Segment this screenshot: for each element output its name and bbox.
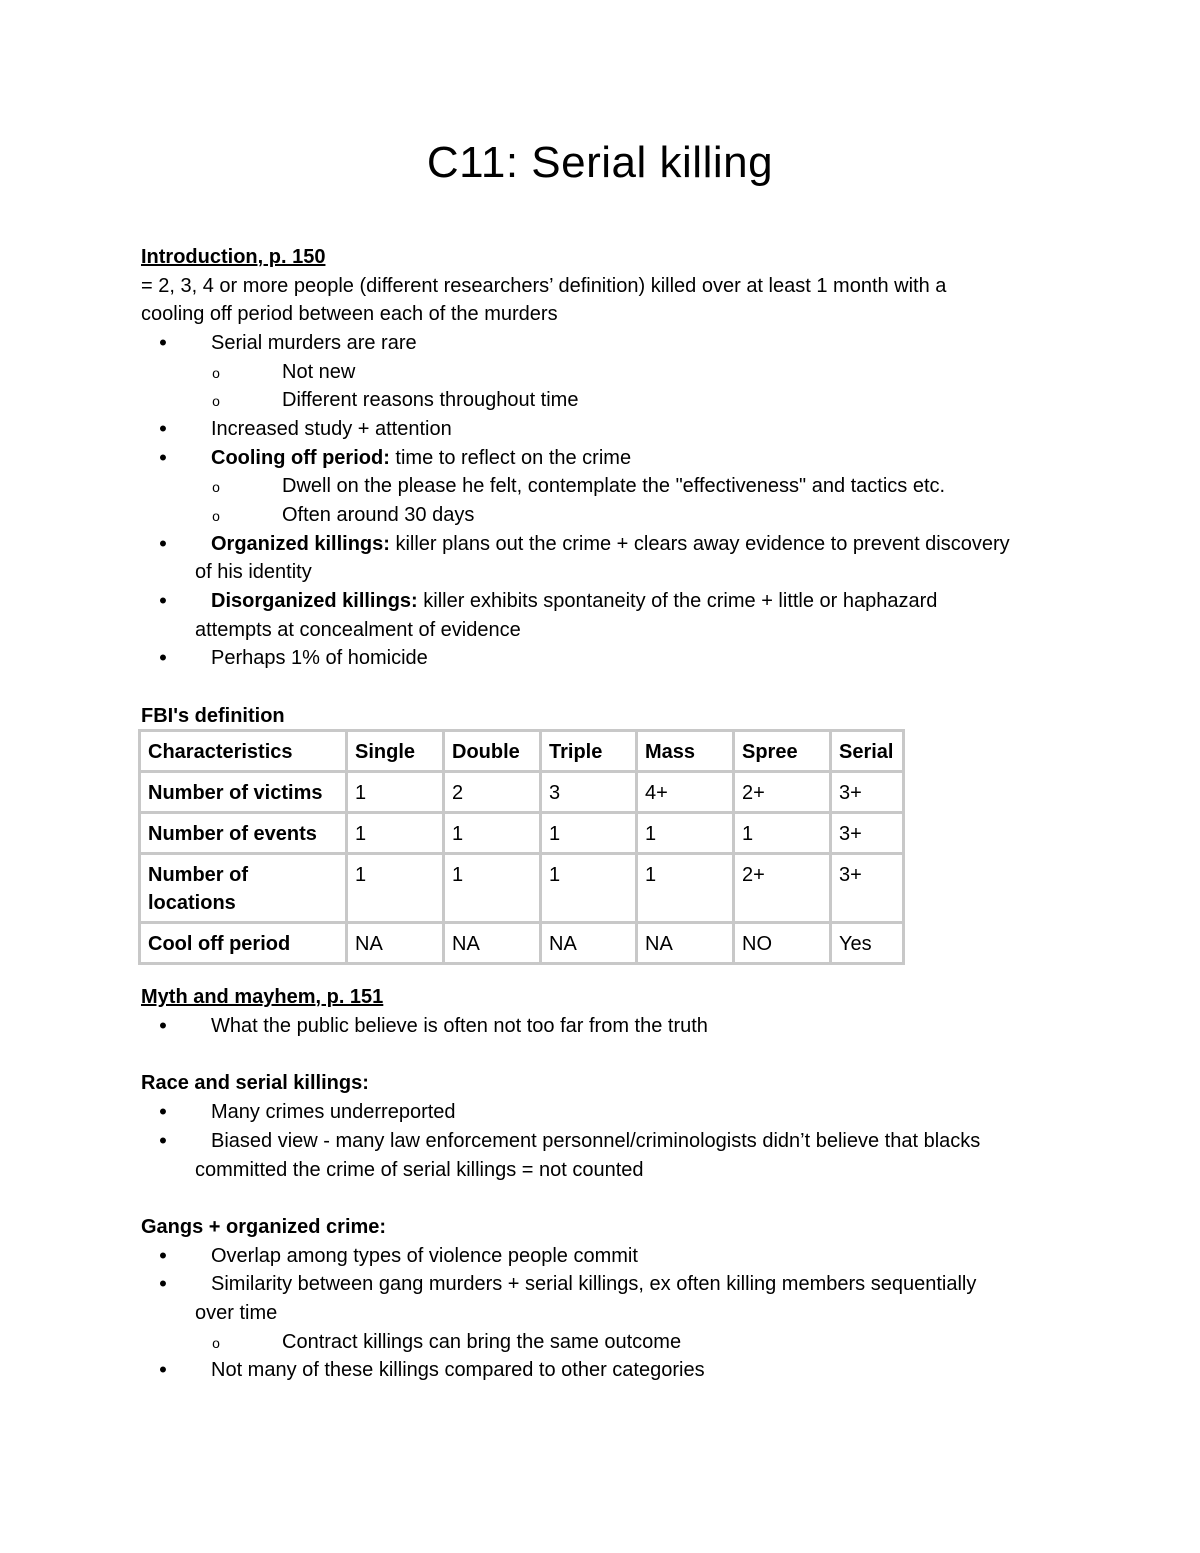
list-item-continuation: of his identity [195, 561, 312, 583]
list-item-text: Biased view - many law enforcement personnel/criminologists didn’t believe that blacks [211, 1130, 981, 1152]
table-cell: NA [637, 923, 734, 964]
bullet-icon: • [159, 1357, 167, 1382]
sub-bullet-icon: o [212, 1335, 220, 1351]
row-header: Number of events [140, 813, 347, 854]
table-row [140, 772, 904, 813]
row-header: Cool off period [140, 923, 347, 964]
list-item-text: Overlap among types of violence people commit [211, 1245, 638, 1267]
table-cell: 1 [347, 813, 444, 854]
bullet-icon: • [159, 1013, 167, 1038]
list-item-text: Often around 30 days [282, 504, 475, 526]
column-header: Double [444, 731, 541, 772]
column-header: Serial [831, 731, 904, 772]
table-cell: 1 [541, 854, 637, 923]
table-cell: NO [734, 923, 831, 964]
list-item-text: Dwell on the please he felt, contemplate the "effectiveness" and tactics etc. [282, 475, 946, 497]
bullet-icon: • [159, 416, 167, 441]
table-cell: NA [347, 923, 444, 964]
table-cell: 1 [541, 813, 637, 854]
table-cell: 2+ [734, 854, 831, 923]
table-cell: 4+ [637, 772, 734, 813]
sub-bullet-icon: o [212, 393, 220, 409]
bullet-icon: • [159, 645, 167, 670]
sub-bullet-icon: o [212, 479, 220, 495]
bullet-icon: • [159, 1271, 167, 1296]
term-label: Cooling off period: [211, 447, 390, 469]
table-cell: NA [444, 923, 541, 964]
table-cell: 2+ [734, 772, 831, 813]
list-item-continuation: committed the crime of serial killings = not counted [195, 1159, 644, 1181]
table-cell: 1 [637, 813, 734, 854]
table-cell: 1 [347, 772, 444, 813]
intro-definition-line2: cooling off period between each of the murders [141, 303, 558, 325]
list-item-text: Serial murders are rare [211, 332, 417, 354]
bullet-icon: • [159, 1128, 167, 1153]
table-cell: NA [541, 923, 637, 964]
row-header [140, 854, 347, 923]
list-item-text [211, 444, 631, 472]
table-cell: 3+ [831, 854, 904, 923]
table-cell: 3+ [831, 813, 904, 854]
table-header-row [140, 731, 904, 772]
table-cell: 1 [734, 813, 831, 854]
table-cell: 2 [444, 772, 541, 813]
list-item-text [211, 587, 937, 615]
bullet-icon: • [159, 1099, 167, 1124]
column-header: Spree [734, 731, 831, 772]
fbi-heading: FBI's definition [141, 705, 285, 727]
bullet-icon: • [159, 330, 167, 355]
term-label: Organized killings: [211, 533, 390, 555]
term-label: Disorganized killings: [211, 590, 418, 612]
sub-bullet-icon: o [212, 365, 220, 381]
race-heading: Race and serial killings: [141, 1072, 369, 1094]
table-cell: 1 [444, 813, 541, 854]
list-item-text: Perhaps 1% of homicide [211, 647, 428, 669]
table-cell: 3 [541, 772, 637, 813]
column-header: Characteristics [140, 731, 347, 772]
list-item-text: What the public believe is often not too far from the truth [211, 1015, 708, 1037]
intro-heading: Introduction, p. 150 [141, 246, 326, 268]
sub-bullet-icon: o [212, 508, 220, 524]
list-item-continuation: attempts at concealment of evidence [195, 619, 521, 641]
list-item-text: Not new [282, 361, 356, 383]
table-row [140, 813, 904, 854]
list-item-text: Contract killings can bring the same outcome [282, 1331, 682, 1353]
gangs-heading: Gangs + organized crime: [141, 1216, 387, 1238]
list-item-text [211, 530, 1010, 558]
term-description: killer exhibits spontaneity of the crime + little or haphazard [417, 590, 938, 612]
bullet-icon: • [159, 1243, 167, 1268]
row-header: Number of victims [140, 772, 347, 813]
table-cell: Yes [831, 923, 904, 964]
row-header-line1: Number of [148, 864, 248, 886]
table-cell: 1 [637, 854, 734, 923]
table-cell: 1 [444, 854, 541, 923]
fbi-definition-table [138, 729, 905, 965]
column-header: Single [347, 731, 444, 772]
list-item-continuation: over time [195, 1302, 278, 1324]
list-item-text: Different reasons throughout time [282, 389, 579, 411]
bullet-icon: • [159, 588, 167, 613]
table-row [140, 923, 904, 964]
table-row [140, 854, 904, 923]
list-item-text: Not many of these killings compared to other categories [211, 1359, 705, 1381]
page-title: C11: Serial killing [426, 138, 774, 187]
list-item-text: Similarity between gang murders + serial killings, ex often killing members sequentially [211, 1273, 977, 1295]
table-cell: 1 [347, 854, 444, 923]
list-item-text: Many crimes underreported [211, 1101, 456, 1123]
term-description: killer plans out the crime + clears away evidence to prevent discovery [389, 533, 1010, 555]
bullet-icon: • [159, 445, 167, 470]
term-description: time to reflect on the crime [389, 447, 632, 469]
column-header: Mass [637, 731, 734, 772]
bullet-icon: • [159, 531, 167, 556]
row-header-line2: locations [148, 892, 236, 914]
list-item-text: Increased study + attention [211, 418, 452, 440]
column-header: Triple [541, 731, 637, 772]
intro-definition-line1: = 2, 3, 4 or more people (different researchers’ definition) killed over at least 1 month with a [141, 275, 947, 297]
table-cell: 3+ [831, 772, 904, 813]
myth-heading: Myth and mayhem, p. 151 [141, 986, 384, 1008]
